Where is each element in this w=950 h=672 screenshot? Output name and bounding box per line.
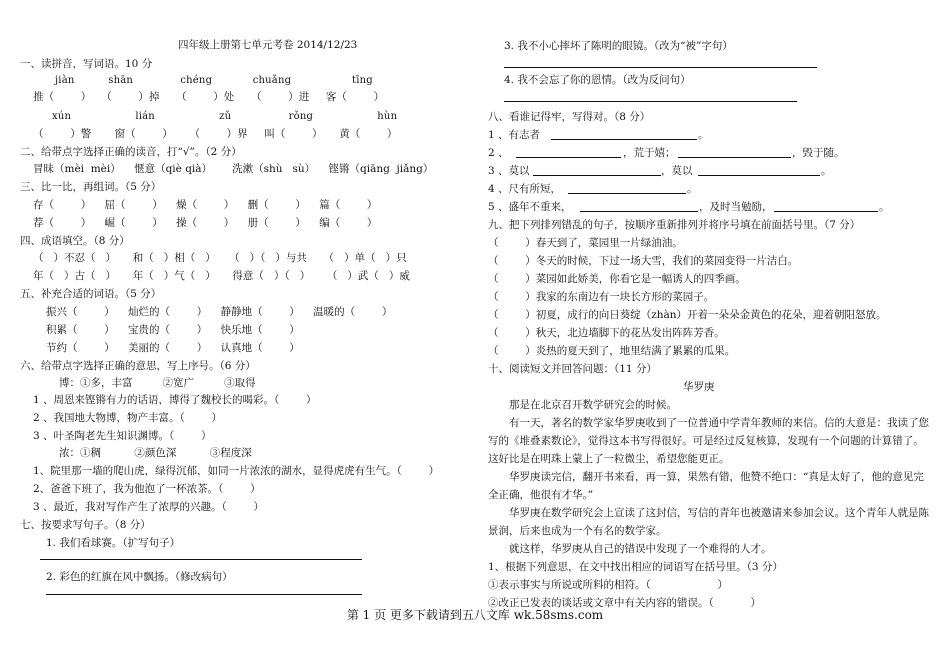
story-paragraph-2-line-2: 写的《堆叠素数论》，觉得这本书写得很好。可是经过反复核算，发现有一个问题的计算错了。 — [488, 435, 924, 447]
story-paragraph-4-line-2: 景润，后来也成为一个有名的数学家。 — [488, 525, 667, 537]
story-paragraph-3-line-1: 华罗庚读完信，翻开书来看，再一算，果然有错，他赞不绝口：“真是太好了，他的意见完 — [509, 471, 924, 483]
rewrite-question-2: 2. 彩色的红旗在风中飘扬。（修改病句） — [46, 571, 233, 583]
recite-q2-part2: ，荒于嬉； — [623, 147, 676, 159]
page-footer: 第 1 页 更多下载请到五八文库 wk.58sms.com — [346, 608, 604, 622]
recite-q1-part1: 1 、有志者 — [488, 129, 541, 141]
nong-question-2: 2、爸爸下班了，我为他泡了一杯浓茶。（ ） — [33, 483, 261, 495]
nong-question-1: 1、院里那一墙的爬山虎，绿得沉郁，如同一片浓浓的湖水，显得虎虎有生气。（ ） — [33, 465, 440, 477]
rewrite-question-3: 3. 我不小心摔坏了陈明的眼镜。（改为“被”字句） — [504, 40, 733, 52]
answer-line — [504, 67, 817, 68]
answer-line — [698, 175, 820, 176]
story-paragraph-3-line-2: 全正确，他很有才华。” — [488, 489, 594, 501]
pinyin-row-1: jiàn shān chéng chuǎng tīng — [55, 75, 373, 86]
answer-line — [580, 211, 698, 212]
bo-question-1: 1 、周恩来铿锵有力的话语，博得了魏校长的喝彩。（ ） — [33, 394, 317, 406]
reading-question-1b: ②改正已发表的谈话或文章中有关内容的错误。（ ） — [488, 597, 761, 609]
recite-q4-part2: 。 — [687, 183, 698, 195]
story-paragraph-2-line-1: 有一天，著名的数学家华罗庚收到了一位普通中学青年教师的来信。信的大意是：我读了您 — [509, 417, 929, 429]
section-7-heading: 七、按要求写句子。（8 分） — [20, 519, 151, 531]
recite-q1-part2: 。 — [698, 129, 709, 141]
exam-title: 四年级上册第七单元考卷 2014/12/23 — [178, 39, 358, 51]
answer-row-1: 推（ ） （ ）掉 （ ）处 （ ）进 客（ ） — [33, 91, 385, 103]
recite-q2-part1: 2 、 — [488, 147, 509, 159]
recite-q3-part3: 。 — [821, 165, 832, 177]
section-1-heading: 一、读拼音，写词语。10 分 — [20, 58, 153, 70]
answer-line — [774, 211, 878, 212]
recite-q3-part2: ，莫以 — [661, 165, 693, 177]
section-4-heading: 四、成语填空。（8 分） — [20, 235, 130, 247]
recite-q4-part1: 4 、尺有所短， — [488, 183, 562, 195]
order-item-7: （ ）炎热的夏天到了，地里结满了累累的瓜果。 — [488, 345, 736, 357]
section-3-heading: 三、比一比，再组词。（5 分） — [20, 181, 162, 193]
recite-q5-part3: 。 — [879, 201, 890, 213]
section-6-heading: 六、给带点字选择正确的意思，写上序号。（6 分） — [20, 360, 256, 372]
section-10-heading: 十、阅读短文并回答问题：（11 分） — [488, 363, 657, 375]
nong-question-3: 3 、最近，我对写作产生了浓厚的兴趣。（ ） — [33, 501, 264, 513]
pronunciation-row: 冒昧（mèi mèi） 惬意（qiè qià） 洗漱（shù sù） 铿锵（qiāng jiǎng） — [33, 163, 434, 175]
rewrite-question-4: 4. 我不会忘了你的恩情。（改为反问句） — [504, 74, 691, 86]
fill-row-2: 积累（ ） 宝贵的（ ） 快乐地（ ） — [46, 324, 300, 336]
answer-line — [533, 175, 661, 176]
section-8-heading: 八、看谁记得牢，写得对。（8 分） — [488, 111, 651, 123]
story-paragraph-2-line-3: 这好比是在明珠上蒙上了一粒微尘，希望您能更正。 — [488, 453, 730, 465]
answer-line — [504, 101, 797, 102]
order-item-4: （ ）我家的东南边有一块长方形的菜园子。 — [488, 291, 715, 303]
answer-line — [46, 594, 362, 595]
compare-row-2: 荐（ ） 崛（ ） 操（ ） 册（ ） 编（ ） — [33, 217, 378, 229]
answer-line — [40, 559, 362, 560]
bo-question-3: 3 、叶圣陶老先生知识渊博。（ ） — [33, 430, 212, 442]
bo-question-2: 2 、我国地大物博，物产丰富。（ ） — [33, 412, 222, 424]
answer-line — [678, 157, 791, 158]
story-paragraph-1: 那是在北京召开数学研究会的时候。 — [509, 399, 677, 411]
recite-q5-part2: ，及时当勉励， — [699, 201, 773, 213]
rewrite-question-1: 1. 我们看球赛。（扩写句子） — [46, 537, 181, 549]
reading-question-1a: ①表示事实与所说或所料的相符。（ ） — [488, 579, 729, 591]
order-item-3: （ ）菜园如此娇美，你看它是一幅诱人的四季画。 — [488, 273, 746, 285]
answer-line — [551, 139, 697, 140]
story-paragraph-4-line-1: 华罗庚在数学研究会上宣读了这封信，写信的青年也被邀请来参加会议。这个青年人就是陈 — [509, 507, 929, 519]
nong-options: 浓：①稠 ②颜色深 ③程度深 — [59, 447, 252, 459]
compare-row-1: 存（ ） 屈（ ） 燥（ ） 删（ ） 篇（ ） — [33, 199, 378, 211]
story-title: 华罗庚 — [683, 381, 715, 393]
section-5-heading: 五、补充合适的词语。（5 分） — [20, 288, 162, 300]
idiom-row-1: （ ）不忍（ ） 和（ ）相（ ） （ ）（ ）与共 （ ）单（ ）只 — [33, 252, 407, 264]
idiom-row-2: 年（ ）古（ ） 年（ ）气（ ） 得意（ ）（ ） （ ）武（ ）威 — [33, 270, 410, 282]
story-paragraph-5: 就这样，华罗庚从自己的错误中发现了一个难得的人才。 — [509, 543, 772, 555]
fill-row-3: 节约（ ） 美丽的（ ） 认真地（ ） — [46, 342, 300, 354]
pinyin-row-2: xún lián zǔ rǒng hùn — [52, 111, 398, 122]
recite-q3-part1: 3 、莫以 — [488, 165, 530, 177]
section-2-heading: 二、给带点字选择正确的读音，打“√”。（2 分） — [20, 146, 242, 158]
order-item-2: （ ）冬天的时候，下过一场大雪，我们的菜园变得一片洁白。 — [488, 255, 799, 267]
order-item-6: （ ）秋天，北边墙脚下的花丛发出阵阵芳香。 — [488, 327, 725, 339]
section-9-heading: 九、把下列排列错乱的句子，按顺序重新排列并将序号填在前面括号里。（7 分） — [488, 219, 861, 231]
answer-line — [568, 193, 686, 194]
answer-row-2: （ ）警 窗（ ） （ ）界 叫（ ） 黄（ ） — [33, 128, 398, 140]
reading-question-1: 1、根据下列意思，在文中找出相应的词语写在括号里。（3 分） — [488, 561, 783, 573]
order-item-1: （ ）春天到了，菜园里一片绿油油。 — [488, 237, 683, 249]
recite-q2-part3: ，毁于随。 — [792, 147, 845, 159]
bo-options: 博：①多，丰富 ②宽广 ③取得 — [59, 377, 256, 389]
recite-q5-part1: 5 、盛年不重来， — [488, 201, 572, 213]
fill-row-1: 振兴（ ） 灿烂的（ ） 静静地（ ） 温暖的（ ） — [46, 306, 393, 318]
answer-line — [516, 157, 621, 158]
order-item-5: （ ）初夏，成行的向日葵绽（zhàn）开着一朵朵金黄色的花朵，迎着朝阳怒放。 — [488, 309, 887, 321]
